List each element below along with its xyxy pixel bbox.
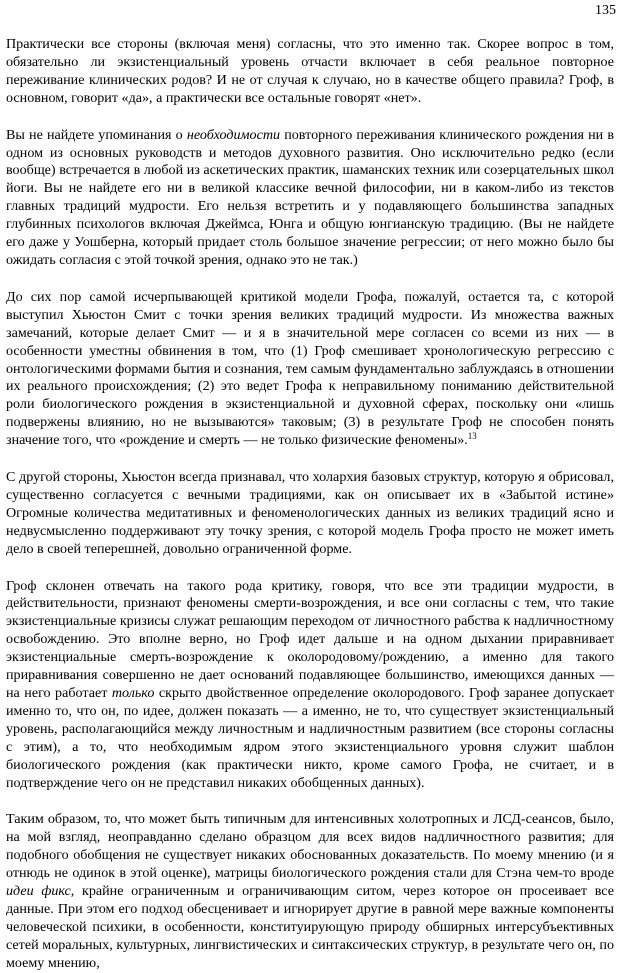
italic-emphasis: необходимости [186, 126, 281, 143]
footnote-reference[interactable]: 13 [467, 431, 477, 442]
paragraph [6, 578, 614, 793]
text-run: Вы не найдете упоминания о [6, 126, 187, 143]
paragraph [6, 289, 614, 450]
page-number: 135 [595, 3, 616, 18]
italic-emphasis: только [111, 685, 155, 701]
paragraph [6, 127, 614, 270]
italic-emphasis: идеи фикс [6, 883, 71, 900]
paragraph [6, 811, 614, 972]
page-body [6, 36, 614, 973]
text-run: , крайне ограниченным и ограничивающим ситом, через которое он просеивает все данные. При этом его подход обесценивает и игнорирует другие в равной мере важные компоненты человеческой психики, в особенности, конституирующую природу обширных интерсубъективных сетей моральных, культурных, лингвистических и синтаксических структур, в результате чего он, по моему мнению, [6, 883, 614, 971]
paragraph [6, 469, 614, 559]
text-run: Практически все стороны (включая меня) согласны, что это именно так. Скорее вопрос в том, обязательно ли экзистенциальный уровень отчасти включает в себя реальное повторное переживание клинических родов? И не от случая к случаю, но в качестве общего правила? Гроф, в основном, говорит «да», а практически все остальные говорят «нет». [6, 36, 614, 106]
text-run: повторного переживания клинического рождения ни в одном из основных руководств и методов духовного развития. Оно исключительно редко (если вообще) встречается в любой из аскетических практик, шаманских техник или созерцательных школ йоги. Вы не найдете его ни в великой классике вечной философии, ни в каком-либо из текстов главных традиций мудрости. Его нельзя встретить и у подавляющего большинства западных глубинных психологов включая Джеймса, Юнга и общую юнгианскую традицию. (Вы не найдете его даже у Уошберна, который придает столь большое значение регрессии; от него можно было бы ожидать согласия с этой точкой зрения, однако это не так.) [6, 126, 614, 268]
text-run: Таким образом, то, что может быть типичным для интенсивных холотропных и ЛСД-сеансов, было, на мой взгляд, неоправданно сделано образцом для всех видов надличностного развития; для подобного обобщения не существует никаких обоснованных доказательств. По моему мнению (и я отнюдь не одинок в этой оценке), матрицы биологического рождения стали для Стэна чем-то вроде [6, 811, 614, 882]
text-run: скрыто двойственное определение околородового. Гроф заранее допускает именно то, что он, по идее, должен показать — а именно, не то, что существует экзистенциальный уровень, располагающийся между личностным и надличностным развитием (все стороны согласны с этим), а то, что необходимым ядром этого экзистенциального уровня служит шаблон биологического рождения (как практически никто, кроме самого Грофа, не считает, и в подтверждение чего он не представил никаких обобщенных данных). [6, 685, 615, 791]
text-run: До сих пор самой исчерпывающей критикой модели Грофа, пожалуй, остается та, с которой выступил Хьюстон Смит с точки зрения великих традиций мудрости. Из множества важных замечаний, которые делает Смит — и я в значительной мере согласен со всеми из них — в особенности уместны обвинения в том, что (1) Гроф смешивает хронологическую регрессию с онтологическими формами бытия и сознания, тем самым фундаментально заблуждаясь в отношении их реального происхождения; (2) это ведет Грофа к неправильному пониманию действительной роли биологического рождения в экзистенциальной и духовной сферах, поскольку они «лишь подвержены влиянию, но не вызываются» таковым; (3) в результате Гроф не способен понять значение того, что «рождение и смерть — не только физические феномены». [6, 288, 614, 449]
text-run: Гроф склонен отвечать на такого рода критику, говоря, что все эти традиции мудрости, в действительности, признают феномены смерти-возрождения, и все они согласны с тем, что такие экзистенциальные кризисы служат решающим переходом от личностного рабства к надличностному освобождению. Это вполне верно, но Гроф идет дальше и на одном дыхании приравнивает экзистенциальные смерть-возрождение к околородовому/рождению, а именно для такого приравнивания совершенно не дает оснований подавляющее большинство, имеющихся данных — на него работает [6, 577, 614, 701]
paragraph [6, 36, 614, 108]
text-run: С другой стороны, Хьюстон всегда признавал, что холархия базовых структур, которую я обрисовал, существенно согласуется с вечными традициями, как он описывает их в «Забытой истине» Огромные количества медитативных и феноменологических данных из великих традиций ясно и недвусмысленно поддерживают эту точку зрения, с которой модель Грофа просто не может иметь дело в своей теперешней, довольно ограниченной форме. [6, 469, 614, 557]
